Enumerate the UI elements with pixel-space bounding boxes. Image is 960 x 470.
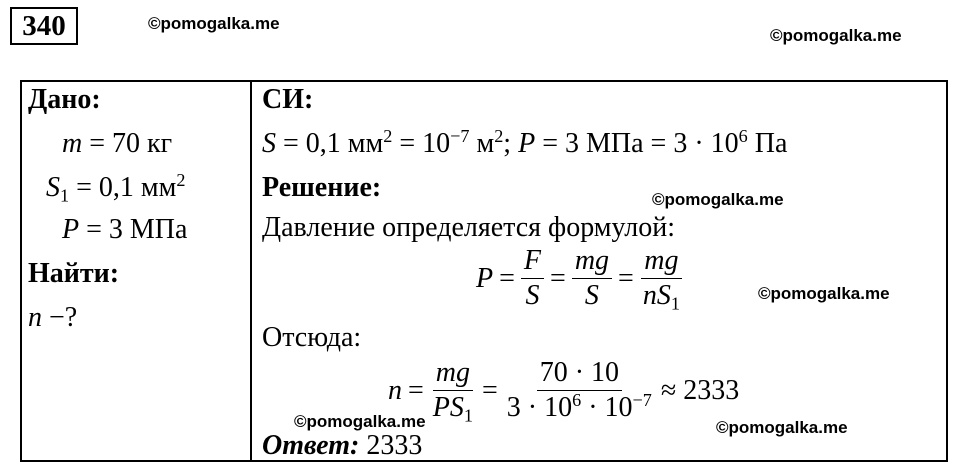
given-area: $S_1 = 0,1$ $мм^2$ [46,170,186,206]
watermark-5: ©pomogalka.me [294,412,426,431]
given-mass: m = 70 кг [62,128,173,159]
solution-text-1: Давление определяется формулой: [262,212,675,243]
watermark-4: ©pomogalka.me [758,284,890,303]
answer: Ответ: 2333 [262,430,423,461]
solution-title: Решение: [262,172,382,203]
watermark-1: ©pomogalka.me [148,14,280,33]
result-formula: n = $\frac{mg}{PS_1}$ = $\frac{70 \cdot 10}{3 \cdot 10^6 \cdot 10^{-7}}$ ≈ 2333 [388,357,740,426]
pressure-formula: P = $\frac{F}{S}$ = $\frac{mg}{S}$ = $\frac{mg}{nS_1}$ [476,245,680,314]
given-pressure: P = 3 МПа [62,214,188,245]
si-conversion: S = 0,1 $мм^2 = 10^{-7}$ $м^2$; P = 3 МПа = $3 \cdot 10^6$ Па [262,126,788,159]
column-divider [250,80,252,462]
watermark-3: ©pomogalka.me [652,190,784,209]
solution-text-2: Отсюда: [262,322,362,353]
problem-number: 340 [10,7,78,45]
find-value: n −? [28,302,78,333]
find-title: Найти: [28,258,120,289]
watermark-6: ©pomogalka.me [716,418,848,437]
given-title: Дано: [28,84,101,115]
watermark-2: ©pomogalka.me [770,26,902,45]
si-title: СИ: [262,84,314,115]
